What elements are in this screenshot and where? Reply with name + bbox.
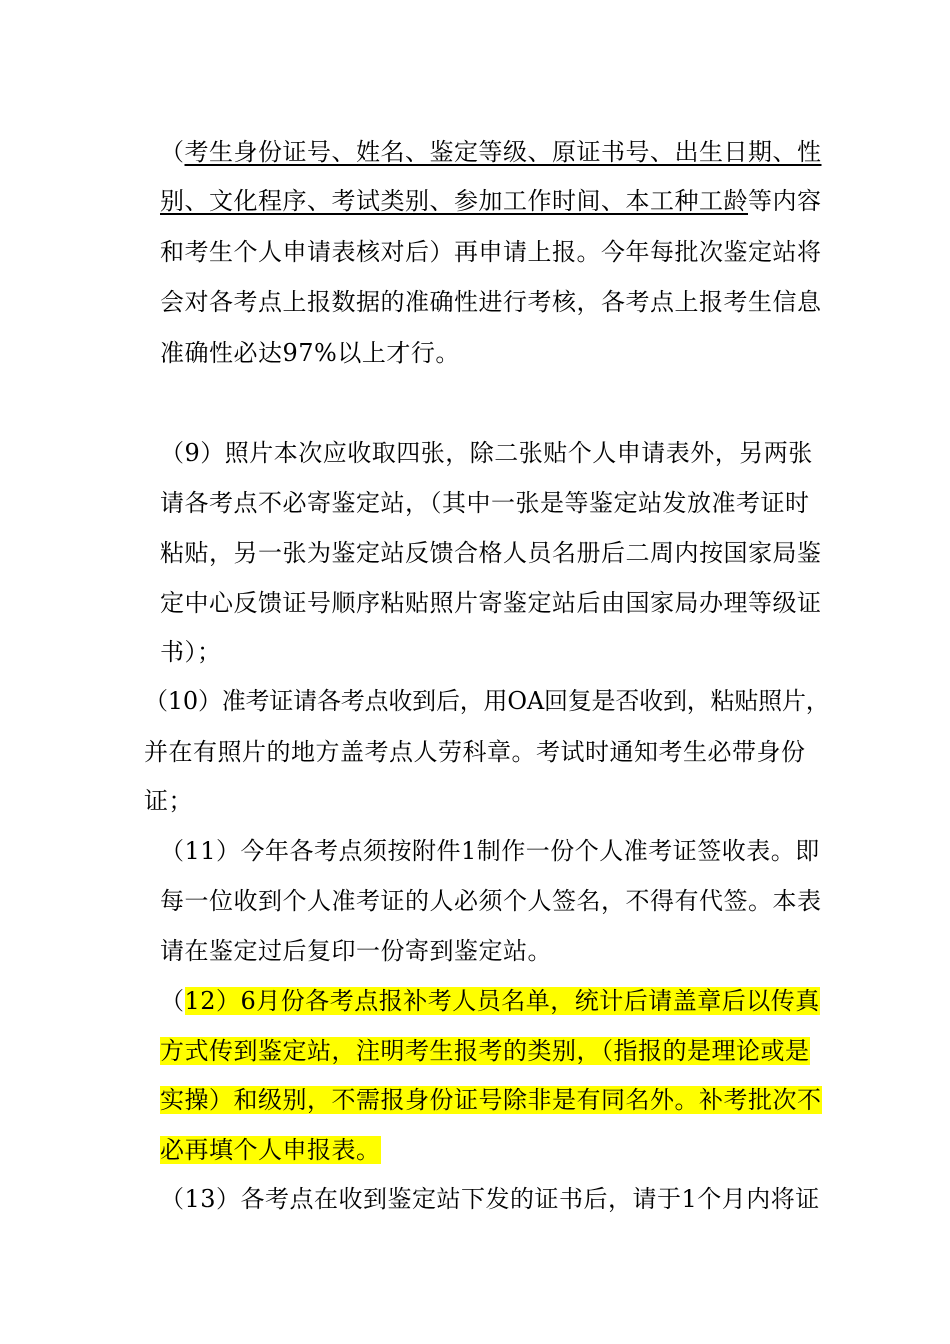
item-11-line-2: 每一位收到个人准考证的人必须个人签名，不得有代签。本表	[160, 887, 822, 915]
item-9-line-1: （9）照片本次应收取四张，除二张贴个人申请表外，另两张	[160, 439, 813, 467]
item-10-line-1: （10）准考证请各考点收到后，用OA回复是否收到，粘贴照片，	[144, 687, 830, 715]
highlighted-text: 方式传到鉴定站，注明考生报考的类别，（指报的是理论或是	[160, 1037, 810, 1065]
item-12-line-4	[160, 1133, 381, 1167]
para-1-line-5: 准确性必达97%以上才行。	[160, 339, 460, 367]
item-10-line-2: 并在有照片的地方盖考点人劳科章。考试时通知考生必带身份	[144, 738, 806, 766]
underlined-text: 别、文化程序、考试类别、参加工作时间、本工种工龄	[160, 187, 748, 215]
para-1-line-2	[160, 184, 822, 218]
para-1-line-4: 会对各考点上报数据的准确性进行考核，各考点上报考生信息	[160, 288, 822, 316]
item-9-line-5: 书）；	[160, 638, 222, 666]
item-9-line-2: 请各考点不必寄鉴定站，（其中一张是等鉴定站发放准考证时	[160, 489, 810, 517]
item-10-line-3: 证；	[144, 787, 193, 815]
para-1-line-3: 和考生个人申请表核对后）再申请上报。今年每批次鉴定站将	[160, 238, 822, 266]
item-13-line-1: （13）各考点在收到鉴定站下发的证书后，请于1个月内将证	[160, 1185, 820, 1213]
item-11-line-1: （11）今年各考点须按附件1制作一份个人准考证签收表。即	[160, 837, 820, 865]
item-11-line-3: 请在鉴定过后复印一份寄到鉴定站。	[160, 937, 552, 965]
highlighted-text: 必再填个人申报表。	[160, 1136, 381, 1164]
item-9-line-4: 定中心反馈证号顺序粘贴照片寄鉴定站后由国家局办理等级证	[160, 589, 822, 617]
highlighted-text: 12）6月份各考点报补考人员名单，统计后请盖章后以传真	[184, 987, 820, 1015]
underlined-text: 考生身份证号、姓名、鉴定等级、原证书号、出生日期、性	[184, 138, 822, 166]
highlighted-text: 实操）和级别，不需报身份证号除非是有同名外。补考批次不	[160, 1086, 822, 1114]
line-text: 等内容	[748, 187, 822, 215]
item-9-line-3: 粘贴，另一张为鉴定站反馈合格人员名册后二周内按国家局鉴	[160, 539, 822, 567]
item-12-line-1	[160, 984, 820, 1018]
open-paren: （	[160, 987, 185, 1015]
para-1-line-1	[160, 135, 822, 169]
open-paren: （	[160, 138, 185, 166]
item-12-line-3	[160, 1083, 822, 1117]
item-12-line-2	[160, 1034, 810, 1068]
